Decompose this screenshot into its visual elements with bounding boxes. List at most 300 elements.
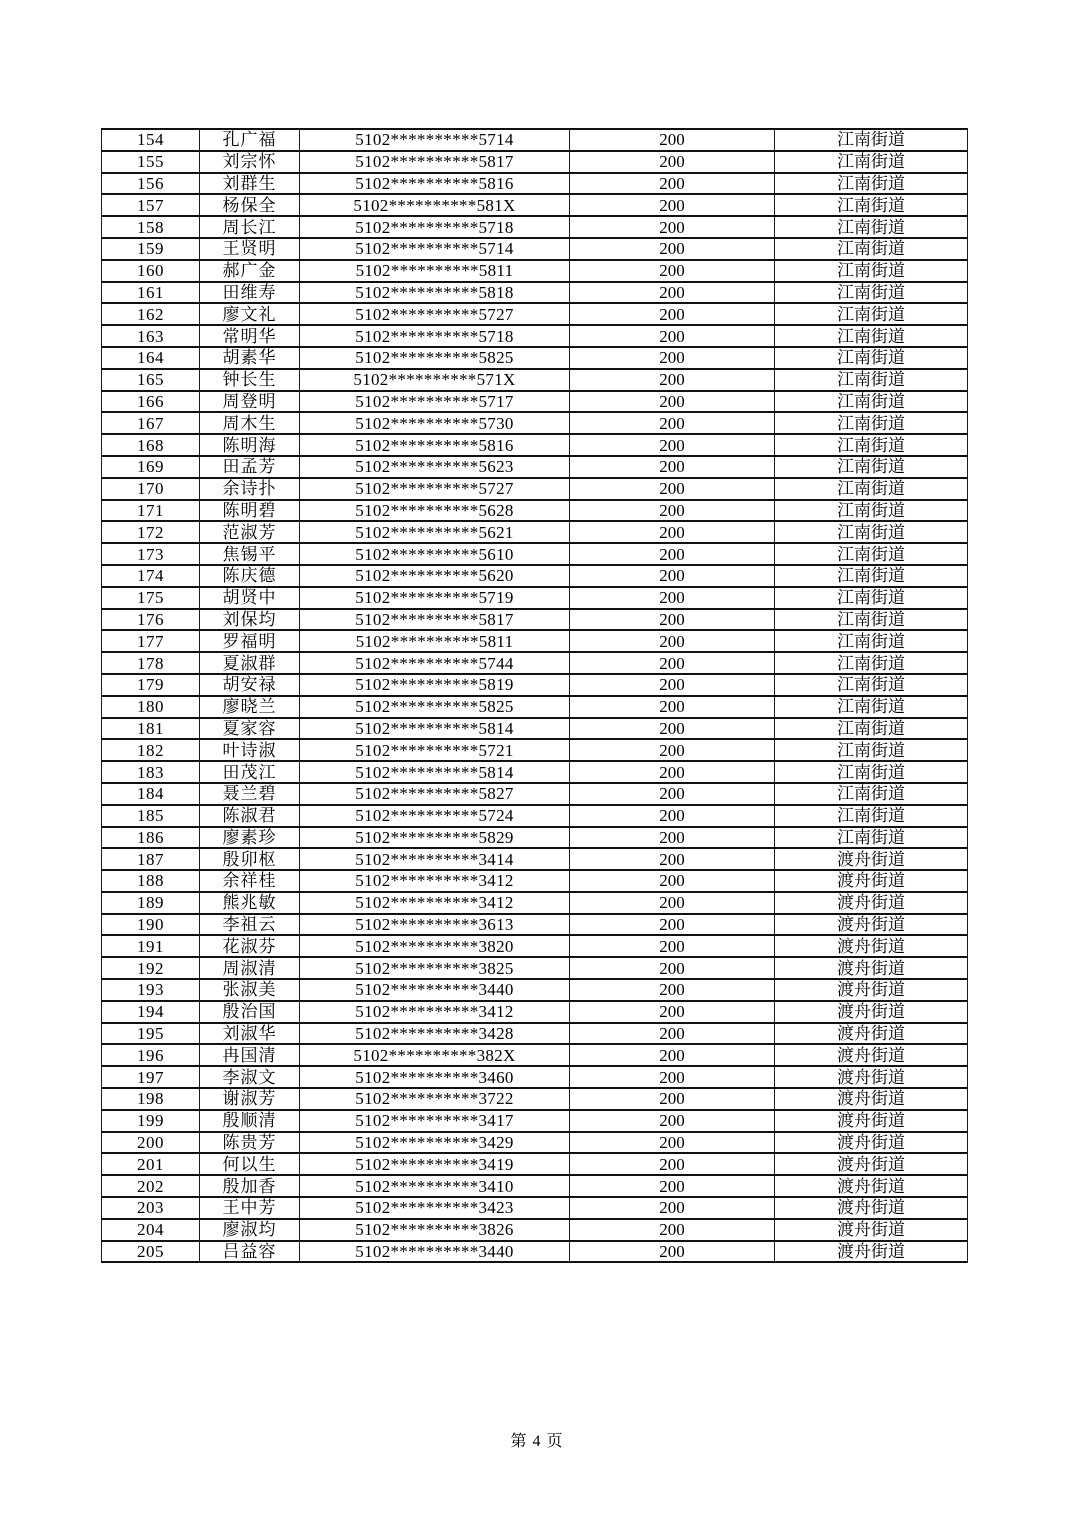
cell-street: 江南街道 [775, 412, 968, 434]
cell-amount: 200 [570, 696, 775, 718]
cell-street: 渡舟街道 [775, 1219, 968, 1241]
table-row [102, 521, 968, 543]
cell-index: 164 [102, 347, 200, 369]
cell-name: 陈贵芳 [200, 1132, 300, 1154]
cell-street: 渡舟街道 [775, 1044, 968, 1066]
cell-name: 王中芳 [200, 1197, 300, 1219]
table-row [102, 412, 968, 434]
cell-name: 常明华 [200, 325, 300, 347]
cell-id-number: 5102**********5827 [300, 783, 570, 805]
cell-amount: 200 [570, 1197, 775, 1219]
cell-name: 刘保均 [200, 609, 300, 631]
cell-id-number: 5102**********5621 [300, 521, 570, 543]
cell-id-number: 5102**********5721 [300, 739, 570, 761]
cell-index: 185 [102, 805, 200, 827]
cell-amount: 200 [570, 478, 775, 500]
cell-id-number: 5102**********5825 [300, 696, 570, 718]
cell-index: 165 [102, 369, 200, 391]
cell-name: 谢淑芳 [200, 1088, 300, 1110]
cell-index: 160 [102, 260, 200, 282]
cell-amount: 200 [570, 587, 775, 609]
cell-street: 江南街道 [775, 521, 968, 543]
cell-id-number: 5102**********382X [300, 1044, 570, 1066]
cell-street: 江南街道 [775, 194, 968, 216]
cell-id-number: 5102**********5718 [300, 325, 570, 347]
cell-index: 170 [102, 478, 200, 500]
cell-name: 刘群生 [200, 173, 300, 195]
cell-street: 江南街道 [775, 216, 968, 238]
cell-amount: 200 [570, 412, 775, 434]
cell-amount: 200 [570, 957, 775, 979]
cell-index: 183 [102, 761, 200, 783]
table-row [102, 1219, 968, 1241]
cell-street: 渡舟街道 [775, 892, 968, 914]
cell-amount: 200 [570, 979, 775, 1001]
cell-id-number: 5102**********5811 [300, 630, 570, 652]
cell-id-number: 5102**********5628 [300, 500, 570, 522]
cell-street: 渡舟街道 [775, 1241, 968, 1263]
cell-name: 范淑芳 [200, 521, 300, 543]
cell-street: 江南街道 [775, 347, 968, 369]
cell-name: 夏家容 [200, 718, 300, 740]
table-row [102, 1241, 968, 1263]
cell-amount: 200 [570, 1219, 775, 1241]
cell-amount: 200 [570, 565, 775, 587]
cell-index: 205 [102, 1241, 200, 1263]
table-row [102, 347, 968, 369]
cell-name: 殷加香 [200, 1175, 300, 1197]
cell-name: 胡素华 [200, 347, 300, 369]
cell-name: 刘宗怀 [200, 151, 300, 173]
cell-street: 江南街道 [775, 500, 968, 522]
cell-amount: 200 [570, 303, 775, 325]
cell-id-number: 5102**********5744 [300, 652, 570, 674]
cell-id-number: 5102**********3410 [300, 1175, 570, 1197]
cell-name: 周淑清 [200, 957, 300, 979]
cell-index: 186 [102, 827, 200, 849]
cell-amount: 200 [570, 260, 775, 282]
cell-amount: 200 [570, 1001, 775, 1023]
cell-name: 聂兰碧 [200, 783, 300, 805]
cell-id-number: 5102**********3825 [300, 957, 570, 979]
table-row [102, 979, 968, 1001]
cell-amount: 200 [570, 892, 775, 914]
table-row [102, 282, 968, 304]
table-row [102, 587, 968, 609]
cell-street: 江南街道 [775, 369, 968, 391]
cell-index: 169 [102, 456, 200, 478]
cell-id-number: 5102**********5825 [300, 347, 570, 369]
cell-index: 175 [102, 587, 200, 609]
cell-id-number: 5102**********3460 [300, 1066, 570, 1088]
cell-name: 廖文礼 [200, 303, 300, 325]
table-row [102, 1153, 968, 1175]
cell-amount: 200 [570, 1110, 775, 1132]
cell-id-number: 5102**********5719 [300, 587, 570, 609]
cell-name: 田维寿 [200, 282, 300, 304]
cell-id-number: 5102**********3412 [300, 1001, 570, 1023]
cell-index: 203 [102, 1197, 200, 1219]
cell-index: 157 [102, 194, 200, 216]
cell-id-number: 5102**********5714 [300, 129, 570, 151]
cell-index: 161 [102, 282, 200, 304]
cell-index: 194 [102, 1001, 200, 1023]
cell-name: 陈淑君 [200, 805, 300, 827]
cell-index: 158 [102, 216, 200, 238]
table-row [102, 783, 968, 805]
cell-amount: 200 [570, 194, 775, 216]
cell-id-number: 5102**********5623 [300, 456, 570, 478]
cell-amount: 200 [570, 739, 775, 761]
cell-amount: 200 [570, 238, 775, 260]
cell-amount: 200 [570, 347, 775, 369]
table-row [102, 303, 968, 325]
table-row [102, 827, 968, 849]
table-row [102, 935, 968, 957]
cell-street: 江南街道 [775, 827, 968, 849]
cell-amount: 200 [570, 1241, 775, 1263]
cell-name: 何以生 [200, 1153, 300, 1175]
cell-id-number: 5102**********571X [300, 369, 570, 391]
cell-amount: 200 [570, 674, 775, 696]
cell-name: 胡贤中 [200, 587, 300, 609]
cell-name: 余祥桂 [200, 870, 300, 892]
table-row [102, 194, 968, 216]
cell-id-number: 5102**********5819 [300, 674, 570, 696]
cell-street: 渡舟街道 [775, 870, 968, 892]
cell-index: 201 [102, 1153, 200, 1175]
table-body [102, 129, 968, 1262]
cell-amount: 200 [570, 1132, 775, 1154]
cell-id-number: 5102**********5610 [300, 543, 570, 565]
cell-amount: 200 [570, 1088, 775, 1110]
cell-name: 王贤明 [200, 238, 300, 260]
cell-id-number: 5102**********5818 [300, 282, 570, 304]
cell-amount: 200 [570, 456, 775, 478]
cell-index: 190 [102, 914, 200, 936]
table-row [102, 805, 968, 827]
cell-index: 168 [102, 434, 200, 456]
cell-street: 江南街道 [775, 761, 968, 783]
table-row [102, 216, 968, 238]
cell-street: 江南街道 [775, 391, 968, 413]
cell-id-number: 5102**********581X [300, 194, 570, 216]
cell-amount: 200 [570, 783, 775, 805]
table-row [102, 565, 968, 587]
page-number: 第 4 页 [510, 1433, 564, 1450]
cell-id-number: 5102**********3417 [300, 1110, 570, 1132]
cell-index: 192 [102, 957, 200, 979]
cell-street: 江南街道 [775, 260, 968, 282]
cell-street: 渡舟街道 [775, 914, 968, 936]
cell-street: 渡舟街道 [775, 1001, 968, 1023]
table-row [102, 1175, 968, 1197]
table-row [102, 957, 968, 979]
cell-street: 江南街道 [775, 739, 968, 761]
table-row [102, 914, 968, 936]
cell-amount: 200 [570, 325, 775, 347]
cell-amount: 200 [570, 129, 775, 151]
cell-id-number: 5102**********5717 [300, 391, 570, 413]
cell-id-number: 5102**********5829 [300, 827, 570, 849]
cell-name: 余诗扑 [200, 478, 300, 500]
cell-index: 156 [102, 173, 200, 195]
cell-street: 渡舟街道 [775, 979, 968, 1001]
cell-amount: 200 [570, 521, 775, 543]
table-row [102, 500, 968, 522]
cell-id-number: 5102**********5817 [300, 609, 570, 631]
cell-street: 江南街道 [775, 325, 968, 347]
table-row [102, 1110, 968, 1132]
cell-name: 周木生 [200, 412, 300, 434]
cell-id-number: 5102**********5816 [300, 173, 570, 195]
cell-street: 渡舟街道 [775, 1110, 968, 1132]
cell-amount: 200 [570, 391, 775, 413]
cell-name: 田孟芳 [200, 456, 300, 478]
cell-index: 188 [102, 870, 200, 892]
cell-amount: 200 [570, 761, 775, 783]
cell-name: 李祖云 [200, 914, 300, 936]
table-row [102, 892, 968, 914]
cell-street: 渡舟街道 [775, 1153, 968, 1175]
cell-name: 陈庆德 [200, 565, 300, 587]
table-row [102, 1088, 968, 1110]
cell-index: 199 [102, 1110, 200, 1132]
cell-amount: 200 [570, 1175, 775, 1197]
cell-index: 198 [102, 1088, 200, 1110]
cell-street: 渡舟街道 [775, 1132, 968, 1154]
subsidy-roster-table [101, 128, 968, 1263]
cell-name: 杨保全 [200, 194, 300, 216]
cell-name: 花淑芬 [200, 935, 300, 957]
cell-index: 173 [102, 543, 200, 565]
cell-name: 殷卯枢 [200, 848, 300, 870]
table-row [102, 1132, 968, 1154]
cell-street: 江南街道 [775, 151, 968, 173]
table-row [102, 696, 968, 718]
table-row [102, 543, 968, 565]
cell-id-number: 5102**********5718 [300, 216, 570, 238]
cell-name: 胡安禄 [200, 674, 300, 696]
cell-index: 179 [102, 674, 200, 696]
cell-name: 李淑文 [200, 1066, 300, 1088]
cell-name: 冉国清 [200, 1044, 300, 1066]
cell-name: 熊兆敏 [200, 892, 300, 914]
cell-index: 174 [102, 565, 200, 587]
cell-amount: 200 [570, 500, 775, 522]
cell-id-number: 5102**********5714 [300, 238, 570, 260]
cell-name: 廖素珍 [200, 827, 300, 849]
cell-index: 189 [102, 892, 200, 914]
cell-street: 江南街道 [775, 303, 968, 325]
cell-name: 罗福明 [200, 630, 300, 652]
cell-index: 187 [102, 848, 200, 870]
cell-street: 江南街道 [775, 543, 968, 565]
table-row [102, 129, 968, 151]
cell-street: 渡舟街道 [775, 957, 968, 979]
cell-index: 197 [102, 1066, 200, 1088]
cell-amount: 200 [570, 827, 775, 849]
cell-amount: 200 [570, 805, 775, 827]
cell-index: 163 [102, 325, 200, 347]
cell-street: 江南街道 [775, 456, 968, 478]
cell-amount: 200 [570, 282, 775, 304]
cell-street: 渡舟街道 [775, 935, 968, 957]
cell-index: 171 [102, 500, 200, 522]
cell-street: 渡舟街道 [775, 1175, 968, 1197]
cell-amount: 200 [570, 173, 775, 195]
cell-name: 周长江 [200, 216, 300, 238]
cell-name: 孔广福 [200, 129, 300, 151]
cell-street: 江南街道 [775, 609, 968, 631]
cell-id-number: 5102**********3423 [300, 1197, 570, 1219]
cell-amount: 200 [570, 848, 775, 870]
table-row [102, 434, 968, 456]
cell-id-number: 5102**********3414 [300, 848, 570, 870]
table-row [102, 478, 968, 500]
cell-street: 江南街道 [775, 282, 968, 304]
cell-index: 166 [102, 391, 200, 413]
cell-street: 江南街道 [775, 783, 968, 805]
cell-index: 180 [102, 696, 200, 718]
table-row [102, 238, 968, 260]
cell-index: 202 [102, 1175, 200, 1197]
cell-name: 吕益容 [200, 1241, 300, 1263]
cell-street: 江南街道 [775, 238, 968, 260]
cell-amount: 200 [570, 1023, 775, 1045]
cell-index: 204 [102, 1219, 200, 1241]
cell-street: 渡舟街道 [775, 1197, 968, 1219]
cell-name: 陈明海 [200, 434, 300, 456]
table-row [102, 1197, 968, 1219]
cell-street: 渡舟街道 [775, 1088, 968, 1110]
table-row [102, 739, 968, 761]
cell-index: 181 [102, 718, 200, 740]
cell-id-number: 5102**********3412 [300, 892, 570, 914]
cell-name: 张淑美 [200, 979, 300, 1001]
cell-index: 191 [102, 935, 200, 957]
cell-name: 刘淑华 [200, 1023, 300, 1045]
cell-street: 江南街道 [775, 565, 968, 587]
cell-street: 江南街道 [775, 129, 968, 151]
cell-amount: 200 [570, 914, 775, 936]
table-row [102, 1066, 968, 1088]
cell-id-number: 5102**********3722 [300, 1088, 570, 1110]
cell-street: 江南街道 [775, 696, 968, 718]
table-row [102, 1001, 968, 1023]
cell-id-number: 5102**********5730 [300, 412, 570, 434]
cell-index: 195 [102, 1023, 200, 1045]
cell-amount: 200 [570, 434, 775, 456]
table-row [102, 1044, 968, 1066]
cell-id-number: 5102**********3429 [300, 1132, 570, 1154]
cell-name: 殷治国 [200, 1001, 300, 1023]
cell-name: 钟长生 [200, 369, 300, 391]
cell-index: 154 [102, 129, 200, 151]
cell-amount: 200 [570, 1044, 775, 1066]
table-row [102, 325, 968, 347]
cell-amount: 200 [570, 630, 775, 652]
cell-name: 周登明 [200, 391, 300, 413]
cell-street: 江南街道 [775, 718, 968, 740]
table-row [102, 260, 968, 282]
cell-id-number: 5102**********3440 [300, 979, 570, 1001]
table-row [102, 151, 968, 173]
cell-id-number: 5102**********3412 [300, 870, 570, 892]
cell-id-number: 5102**********5814 [300, 718, 570, 740]
cell-street: 江南街道 [775, 587, 968, 609]
cell-index: 167 [102, 412, 200, 434]
cell-id-number: 5102**********3820 [300, 935, 570, 957]
cell-id-number: 5102**********5816 [300, 434, 570, 456]
cell-index: 172 [102, 521, 200, 543]
cell-amount: 200 [570, 870, 775, 892]
cell-street: 渡舟街道 [775, 1023, 968, 1045]
cell-amount: 200 [570, 935, 775, 957]
cell-id-number: 5102**********3440 [300, 1241, 570, 1263]
cell-index: 159 [102, 238, 200, 260]
cell-index: 178 [102, 652, 200, 674]
cell-name: 廖淑均 [200, 1219, 300, 1241]
cell-amount: 200 [570, 609, 775, 631]
cell-street: 江南街道 [775, 805, 968, 827]
cell-amount: 200 [570, 718, 775, 740]
cell-street: 江南街道 [775, 630, 968, 652]
table-row [102, 391, 968, 413]
table-row [102, 369, 968, 391]
table-row [102, 456, 968, 478]
table-row [102, 652, 968, 674]
cell-amount: 200 [570, 369, 775, 391]
cell-id-number: 5102**********3826 [300, 1219, 570, 1241]
table-row [102, 848, 968, 870]
cell-index: 177 [102, 630, 200, 652]
cell-name: 陈明碧 [200, 500, 300, 522]
cell-name: 廖晓兰 [200, 696, 300, 718]
table-row [102, 718, 968, 740]
cell-name: 夏淑群 [200, 652, 300, 674]
cell-index: 182 [102, 739, 200, 761]
cell-name: 叶诗淑 [200, 739, 300, 761]
cell-id-number: 5102**********5817 [300, 151, 570, 173]
cell-amount: 200 [570, 1153, 775, 1175]
cell-name: 郝广金 [200, 260, 300, 282]
cell-amount: 200 [570, 543, 775, 565]
cell-id-number: 5102**********5814 [300, 761, 570, 783]
cell-amount: 200 [570, 1066, 775, 1088]
cell-street: 江南街道 [775, 674, 968, 696]
cell-street: 江南街道 [775, 478, 968, 500]
table-row [102, 173, 968, 195]
cell-amount: 200 [570, 652, 775, 674]
cell-index: 193 [102, 979, 200, 1001]
cell-street: 江南街道 [775, 652, 968, 674]
table-row [102, 1023, 968, 1045]
table-row [102, 761, 968, 783]
cell-id-number: 5102**********5727 [300, 303, 570, 325]
cell-id-number: 5102**********3613 [300, 914, 570, 936]
cell-name: 殷顺清 [200, 1110, 300, 1132]
cell-name: 焦锡平 [200, 543, 300, 565]
cell-id-number: 5102**********5727 [300, 478, 570, 500]
table-row [102, 870, 968, 892]
cell-index: 176 [102, 609, 200, 631]
table-row [102, 609, 968, 631]
cell-index: 196 [102, 1044, 200, 1066]
cell-street: 渡舟街道 [775, 1066, 968, 1088]
table-row [102, 630, 968, 652]
cell-street: 江南街道 [775, 173, 968, 195]
